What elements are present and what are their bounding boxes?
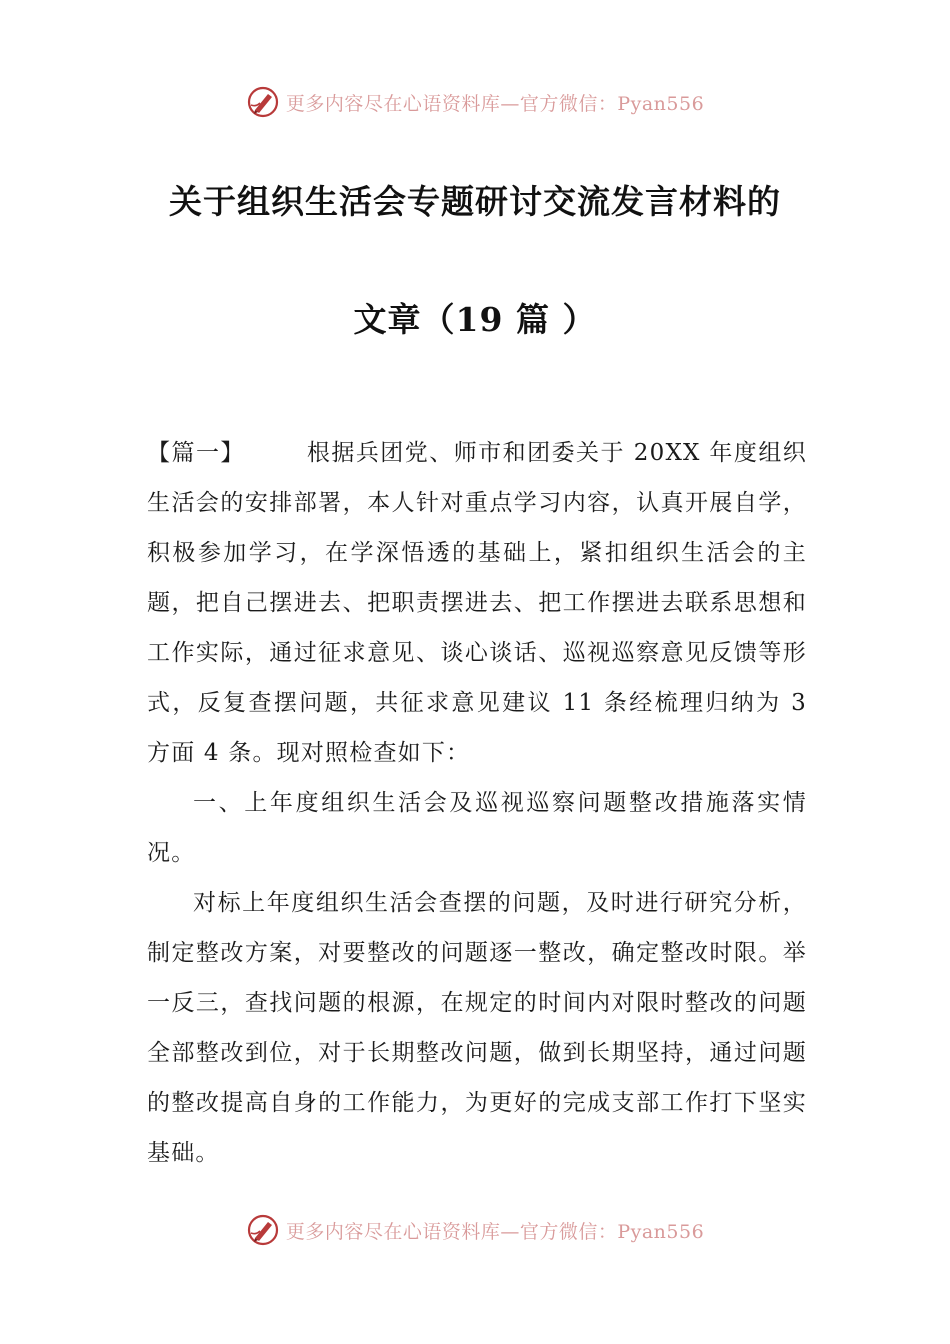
pen-logo-icon <box>246 1213 280 1247</box>
paragraph-3: 对标上年度组织生活会查摆的问题，及时进行研究分析，制定整改方案，对要整改的问题逐一整改，确定整改时限。举一反三，查找问题的根源，在规定的时间内对限时整改的问题全部整改到位，对于长期整改问题，做到长期坚持，通过问题的整改提高自身的工作能力，为更好的完成支部工作打下坚实基础。 <box>147 890 807 1166</box>
paragraph-1 <box>147 428 807 778</box>
header-banner-text: 更多内容尽在心语资料库—官方微信：Pyan556 <box>285 92 705 115</box>
header-banner <box>0 82 950 122</box>
document-title-line-1: 关于组织生活会专题研讨交流发言材料的 <box>169 182 781 221</box>
section-label: 【篇一】 <box>147 440 245 466</box>
pen-logo-icon <box>246 85 280 119</box>
document-title-line-2: 文章（19 篇 ） <box>353 300 597 339</box>
footer-banner-text: 更多内容尽在心语资料库—官方微信：Pyan556 <box>285 1220 705 1243</box>
footer-banner <box>0 1210 950 1250</box>
paragraph-1-text: 根据兵团党、师市和团委关于 20XX 年度组织生活会的安排部署，本人针对重点学习内容，认真开展自学，积极参加学习，在学深悟透的基础上，紧扣组织生活会的主题，把自己摆进去、把职责摆进去、把工作摆进去联系思想和工作实际，通过征求意见、谈心谈话、巡视巡察意见反馈等形式，反复查摆问题，共征求意见建议 11 条经梳理归纳为 3 方面 4 条。现对照检查如下： <box>147 440 807 766</box>
paragraph-2: 一、上年度组织生活会及巡视巡察问题整改措施落实情况。 <box>147 790 807 866</box>
document-body <box>147 428 807 1178</box>
